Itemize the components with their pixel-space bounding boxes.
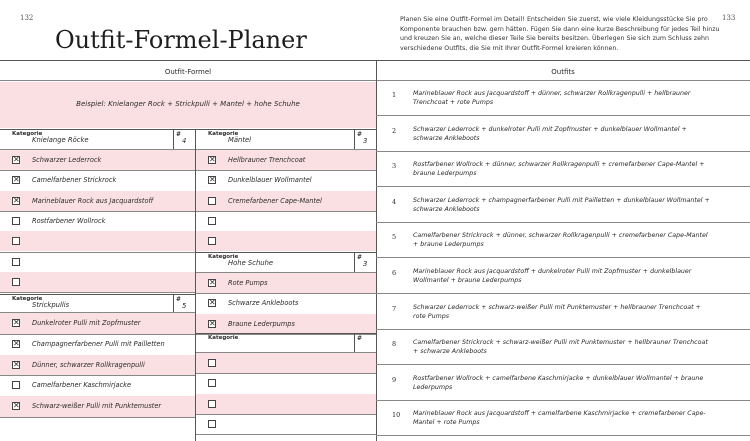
outfit-description[interactable]: Rostfarbener Wollrock + camelfarbene Kaschmirjacke + dunkelblauer Wollmantel + braune Lederpumps <box>413 374 704 391</box>
item-row-rule <box>0 211 195 212</box>
category-count[interactable]: 5 <box>182 302 187 310</box>
owned-checkbox[interactable]: ✕ <box>13 338 20 348</box>
category-hash-divider <box>354 129 355 150</box>
item-row-band <box>196 353 376 373</box>
top-rule-right <box>376 60 750 61</box>
outfit-row-rule <box>376 293 750 294</box>
outfit-description[interactable]: Camelfarbener Strickrock + schwarz-weißer Pulli mit Punktemuster + hellbrauner Trenchcoat + schwarze Ankleboots <box>413 339 708 356</box>
outfit-number: 5 <box>392 233 397 242</box>
item-row-rule <box>0 334 195 335</box>
outfit-description[interactable]: Marineblauer Rock aus Jacquardstoff + dunkelroter Pulli mit Zopfmuster + dunkelblauer Wollmantel + braune Lederpumps <box>413 268 692 284</box>
owned-checkbox[interactable] <box>208 197 216 205</box>
category-name[interactable]: Strickpullis <box>32 301 70 309</box>
outfit-row-rule <box>376 400 750 401</box>
item-description[interactable]: Hellbrauner Trenchcoat <box>228 156 306 164</box>
owned-checkbox[interactable]: ✕ <box>13 195 20 205</box>
item-description[interactable]: Rote Pumps <box>228 279 268 287</box>
item-row-rule <box>196 434 376 435</box>
outfit-description[interactable]: Schwarzer Lederrock + schwarz-weißer Pulli mit Punktemuster + hellbrauner Trenchcoat + rote Pumps <box>413 303 701 320</box>
item-description[interactable]: Schwarzer Lederrock <box>32 156 102 164</box>
item-description[interactable]: Cremefarbener Cape-Mantel <box>228 196 322 205</box>
outfit-row-rule <box>376 115 750 116</box>
item-description[interactable]: Champagnerfarbener Pulli mit Pailletten <box>32 339 165 348</box>
owned-checkbox[interactable] <box>12 381 20 389</box>
outfits-header: Outfits <box>551 68 575 76</box>
category-count[interactable]: 3 <box>363 137 368 145</box>
page-title: Outfit-Formel-Planer <box>55 26 307 54</box>
category-count[interactable]: 4 <box>182 137 187 145</box>
item-description[interactable]: Dünner, schwarzer Rollkragenpulli <box>32 360 145 369</box>
owned-checkbox[interactable]: ✕ <box>13 155 20 164</box>
item-description[interactable]: Braune Lederpumps <box>228 319 295 328</box>
category-label: Kategorie <box>12 296 43 302</box>
owned-checkbox[interactable] <box>208 217 216 225</box>
category-top-rule <box>196 252 376 253</box>
left-page-number: 132 <box>20 14 34 22</box>
item-description[interactable]: Marineblauer Rock aus Jacquardstoff <box>32 196 154 205</box>
item-row-rule <box>196 293 376 294</box>
outfit-description[interactable]: Schwarzer Lederrock + dunkelroter Pulli mit Zopfmuster + dunkelblauer Wollmantel + schwarze Ankleboots <box>413 125 687 142</box>
outfit-description[interactable]: Marineblauer Rock aus Jacquardstoff + dünner, schwarzer Rollkragenpulli + hellbrauner Trenchcoat + rote Pumps <box>413 90 691 106</box>
outfit-row-rule <box>376 329 750 330</box>
hash-label: # <box>357 335 363 342</box>
item-description[interactable]: Schwarz-weißer Pulli mit Punktemuster <box>32 402 162 411</box>
outfit-number: 3 <box>392 162 397 171</box>
item-description[interactable]: Schwarze Ankleboots <box>228 299 299 308</box>
owned-checkbox[interactable] <box>12 278 20 286</box>
header-rule <box>0 80 750 81</box>
category-top-rule <box>196 129 376 130</box>
outfit-number: 10 <box>392 411 401 420</box>
owned-checkbox[interactable]: ✕ <box>209 175 216 185</box>
owned-checkbox[interactable] <box>12 258 20 266</box>
owned-checkbox[interactable]: ✕ <box>209 298 216 308</box>
owned-checkbox[interactable]: ✕ <box>13 359 20 369</box>
owned-checkbox[interactable] <box>208 237 216 245</box>
outfit-number: 7 <box>392 304 397 313</box>
outfit-row-rule <box>376 435 750 436</box>
category-top-rule <box>196 333 376 334</box>
category-hash-divider <box>173 294 174 313</box>
category-name[interactable]: Hohe Schuhe <box>228 259 274 267</box>
outfit-number: 2 <box>392 126 397 135</box>
outfit-row-rule <box>376 186 750 187</box>
formula-header: Outfit-Formel <box>164 68 212 76</box>
item-row-rule <box>196 170 376 171</box>
item-row-band <box>196 231 376 251</box>
item-row-rule <box>0 292 195 293</box>
owned-checkbox[interactable]: ✕ <box>209 318 216 328</box>
category-count[interactable]: 3 <box>363 260 368 268</box>
category-label: Kategorie <box>208 131 239 137</box>
item-row-rule <box>0 252 195 253</box>
outfit-number: 9 <box>392 375 397 384</box>
item-row-rule <box>196 373 376 374</box>
owned-checkbox[interactable]: ✕ <box>13 318 20 327</box>
outfit-row-rule <box>376 364 750 365</box>
owned-checkbox[interactable] <box>208 379 216 387</box>
category-hash-divider <box>354 333 355 353</box>
category-top-rule <box>0 129 195 130</box>
outfit-description[interactable]: Schwarzer Lederrock + champagnerfarbener Pulli mit Pailletten + dunkelblauer Wollmantel + schwarze Ankleboots <box>413 196 710 213</box>
outfit-row-rule <box>376 222 750 223</box>
item-row-rule <box>196 211 376 212</box>
category-top-rule <box>0 294 195 295</box>
owned-checkbox[interactable]: ✕ <box>209 155 216 164</box>
hash-label: # <box>176 131 182 138</box>
outfit-number: 4 <box>392 197 397 206</box>
owned-checkbox[interactable] <box>12 217 20 225</box>
owned-checkbox[interactable] <box>208 420 216 428</box>
category-label: Kategorie <box>208 254 239 260</box>
category-hash-divider <box>354 252 355 273</box>
category-hash-divider <box>173 129 174 150</box>
hash-label: # <box>176 296 182 303</box>
intro-text: Planen Sie eine Outfit-Formel im Detail! Entscheiden Sie zuerst, wie viele Kleidungsstücke Sie pro Komponente brauchen bzw. gern hätten. Fügen Sie dann eine kurze Beschreibung für jedes Teil hinzu und kreuzen Sie an, welche dieser Teile Sie bereits besitzen. Überlegen Sie sich zum Schluss zehn verschiedene Outfits, die Sie mit Ihrer Outfit-Formel kreieren können. <box>400 16 720 52</box>
outfit-number: 6 <box>392 269 397 277</box>
category-name[interactable]: Mäntel <box>228 136 252 144</box>
item-description[interactable]: Rostfarbener Wollrock <box>32 216 106 225</box>
owned-checkbox[interactable] <box>208 359 216 367</box>
item-row-rule <box>196 414 376 415</box>
item-row-band <box>0 272 195 292</box>
item-description[interactable]: Camelfarbener Kaschmirjacke <box>32 381 132 390</box>
item-row-rule <box>0 417 195 418</box>
owned-checkbox[interactable]: ✕ <box>13 175 20 185</box>
formula-column-divider <box>195 129 196 441</box>
owned-checkbox[interactable]: ✕ <box>209 278 216 287</box>
outfit-description[interactable]: Marineblauer Rock aus Jacquardstoff + camelfarbene Kaschmirjacke + cremefarbener Cape-Mantel + rote Pumps <box>413 410 706 427</box>
item-description[interactable]: Dunkelroter Pulli mit Zopfmuster <box>32 319 141 327</box>
example-formula: Beispiel: Knielanger Rock + Strickpulli + Mantel + hohe Schuhe <box>76 100 300 108</box>
item-description[interactable]: Dunkelblauer Wollmantel <box>228 176 312 185</box>
hash-label: # <box>357 254 363 261</box>
outfit-row-rule <box>376 151 750 152</box>
item-row-rule <box>0 375 195 376</box>
outfit-description[interactable]: Rostfarbener Wollrock + dünner, schwarzer Rollkragenpulli + cremefarbener Cape-Mantel + braune Lederpumps <box>413 161 705 178</box>
outfit-number: 1 <box>392 91 397 99</box>
item-row-band <box>196 394 376 414</box>
item-row-band <box>196 273 376 293</box>
right-page-number: 133 <box>722 14 736 22</box>
item-row-band <box>0 231 195 251</box>
category-label: Kategorie <box>12 131 43 137</box>
outfit-row-rule <box>376 257 750 258</box>
outfit-number: 8 <box>392 340 397 349</box>
category-label: Kategorie <box>208 335 239 341</box>
owned-checkbox[interactable]: ✕ <box>13 401 20 411</box>
page-divider <box>376 60 377 441</box>
owned-checkbox[interactable] <box>208 400 216 408</box>
category-name[interactable]: Knielange Röcke <box>32 136 89 144</box>
item-row-rule <box>0 170 195 171</box>
top-rule-left <box>0 60 376 61</box>
hash-label: # <box>357 131 363 138</box>
outfit-description[interactable]: Camelfarbener Strickrock + dünner, schwarzer Rollkragenpulli + cremefarbener Cape-Mantel + braune Lederpumps <box>413 232 708 249</box>
owned-checkbox[interactable] <box>12 237 20 245</box>
item-description[interactable]: Camelfarbener Strickrock <box>32 176 117 185</box>
